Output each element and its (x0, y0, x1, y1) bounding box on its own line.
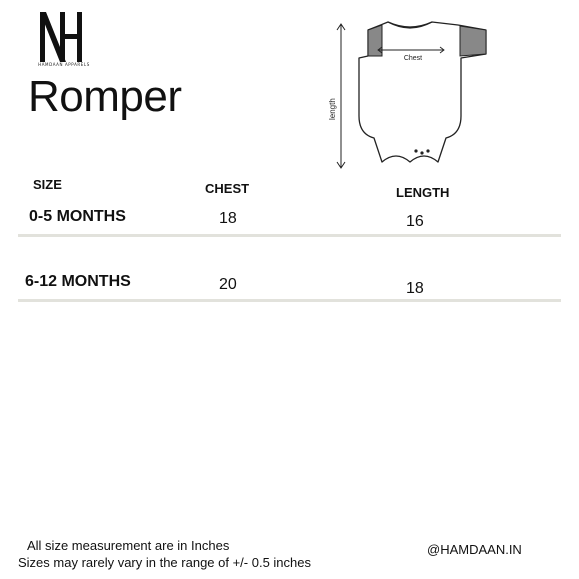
footnote-units: All size measurement are in Inches (27, 538, 230, 553)
brand-logo (36, 8, 90, 70)
product-title: Romper (28, 72, 182, 121)
logo-subtitle: HAMDAAN APPARELS (38, 62, 90, 67)
row-size-6-12: 6-12 MONTHS (25, 273, 131, 290)
brand-handle: @HAMDAAN.IN (427, 542, 522, 557)
length-label: length (328, 98, 337, 120)
chest-label: Chest (403, 55, 423, 62)
size-header: SIZE (33, 177, 62, 192)
row-length-6-12: 18 (406, 280, 424, 297)
row-divider (18, 234, 561, 237)
row-size-0-5: 0-5 MONTHS (29, 208, 126, 225)
length-header: LENGTH (396, 185, 450, 200)
row-chest-6-12: 20 (219, 276, 237, 293)
row-chest-0-5: 18 (219, 210, 237, 227)
row-divider (18, 299, 561, 302)
romper-diagram (326, 16, 496, 176)
row-length-0-5: 16 (406, 213, 424, 230)
chest-header: CHEST (205, 181, 250, 196)
footnote-variance: Sizes may rarely vary in the range of +/- 0.5 inches (18, 555, 311, 570)
